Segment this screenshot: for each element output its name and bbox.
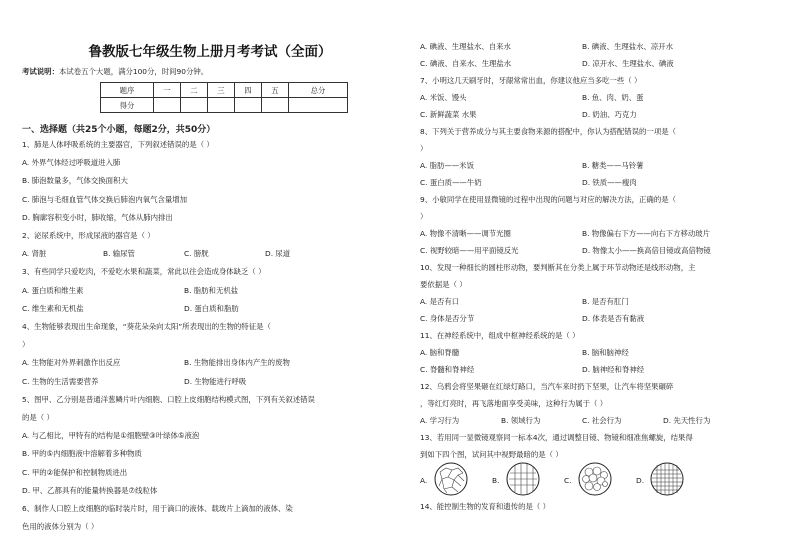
score-header-cell: 题序 [101,83,154,98]
question-line: 8、下列关于营养成分与其主要食物来源的搭配中，你认为搭配错误的一项是（ [420,127,676,136]
answer-option[interactable]: D. 物像太小——换高倍目镜或高倍物镜 [582,246,711,255]
cell-view-b-icon [506,462,540,496]
answer-option[interactable]: B. 鱼、肉、奶、蛋 [582,93,644,102]
answer-option[interactable]: A. 生物能对外界刺激作出反应 [22,358,121,368]
microscope-figure [420,462,720,496]
figure-option-label: D. [636,476,645,485]
question-line: B. 肺泡数量多，气体交换面积大 [22,176,128,186]
question-line: 的是（ ） [22,413,54,422]
exam-note [22,66,208,77]
answer-option[interactable]: C. 碘液、自来水、生理盐水 [420,59,512,68]
answer-option[interactable]: A. 物像不清晰——调节光圈 [420,229,511,238]
answer-option[interactable]: C. 维生素和无机盐 [22,303,84,313]
score-table-row [101,98,348,113]
answer-option[interactable]: C. 膀胱 [184,249,209,259]
score-cell[interactable] [235,98,262,113]
answer-option[interactable]: B. 生物能排出身体内产生的废物 [184,358,290,368]
answer-option[interactable]: B. 脑和脑神经 [582,348,629,357]
question-line: ，等红灯亮时，再飞落地面享受美味，这种行为属于（ ） [420,399,608,408]
answer-option[interactable]: D. 体表是否有黏液 [582,314,645,323]
score-cell[interactable] [289,98,348,113]
score-cell[interactable] [154,98,181,113]
question-line: C. 甲的②能保护和控制物质进出 [22,467,128,477]
question-line: ） [420,212,428,221]
answer-option[interactable]: B. 碘液、生理盐水、凉开水 [582,42,674,51]
answer-option[interactable]: C. 身体是否分节 [420,314,475,323]
score-table [100,82,348,113]
answer-option[interactable]: D. 尿道 [265,249,291,259]
cell-view-c-icon [578,462,612,496]
answer-option[interactable]: A. 蛋白质和维生素 [22,285,84,295]
score-cell[interactable] [208,98,235,113]
answer-option[interactable]: B. 是否有肛门 [582,297,629,306]
question-line: 5、图甲、乙分别是普通洋葱鳞片叶内细胞、口腔上皮细胞结构模式图，下列有关叙述错误 [22,394,315,404]
score-header-cell: 五 [262,83,289,98]
question-line: 2、泌尿系统中，形成尿液的器官是（ ） [22,231,155,240]
question-text: 14、能控制生物的发育和遗传的是（ ） [420,502,551,511]
question-line: D. 胸廓容积变小时，肺收缩，气体从肺内排出 [22,212,173,222]
answer-option[interactable]: C. 蛋白质——牛奶 [420,178,482,187]
question-line: 到如下四个图，试问其中视野最暗的是（ ） [420,450,563,459]
question-line: 11、在神经系统中，组成中枢神经系统的是（ ） [420,331,580,340]
question-line: ） [420,144,428,153]
question-line: 4、生物能够表现出生命现象，“葵花朵朵向太阳”所表现出的生物的特征是（ [22,322,271,331]
answer-option[interactable]: B. 物像偏右下方——向右下方移动玻片 [582,229,711,238]
question-line: 要依据是（ ） [420,280,467,289]
answer-option[interactable]: D. 生物能进行呼吸 [184,376,247,386]
question-line: 1、肺是人体呼吸系统的主要器官，下列叙述错误的是（ ） [22,140,214,149]
figure-option-label: B. [492,476,500,485]
answer-option[interactable]: A. 脂肪——米饭 [420,161,474,170]
score-row-label: 得分 [101,98,154,113]
score-header-cell: 总分 [289,83,348,98]
answer-option[interactable]: D. 脑神经和脊神经 [582,365,645,374]
question-line: 色用的液体分别为（ ） [22,522,99,532]
question-line: 3、有些同学只爱吃肉，不爱吃水果和蔬菜，常此以往会造成身体缺乏（ ） [22,267,266,277]
question-line: 10、发现一种细长的圆柱形动物，要判断其在分类上属于环节动物还是线形动物，主 [420,263,696,272]
figure-option-label: C. [564,476,572,485]
question-line: A. 外界气体经过呼吸道进入肺 [22,158,121,168]
answer-option[interactable]: A. 学习行为 [420,416,460,425]
answer-option[interactable]: B. 领域行为 [501,416,541,425]
question-line: B. 甲的⑤内细胞液中溶解着多种物质 [22,449,142,459]
answer-option[interactable]: B. 脂肪和无机盐 [184,285,239,295]
score-table-header-row [101,83,348,98]
answer-option[interactable]: D. 铁质——瘦肉 [582,178,637,187]
answer-option[interactable]: A. 肾脏 [22,249,47,259]
answer-option[interactable]: A. 米饭、馒头 [420,93,467,102]
question-line: 9、小敏同学在使用显微镜的过程中出现的问题与对应的解决方法，正确的是（ [420,195,676,204]
answer-option[interactable]: D. 先天性行为 [663,416,711,425]
cell-view-a-icon [434,462,468,496]
figure-option-label: A. [420,476,428,485]
question-line: 7、小明这几天刷牙时，牙龈常常出血，你建议他应当多吃一些（ ） [420,76,642,85]
section-title: 一、选择题（共25个小题，每题2分，共50分） [22,125,216,135]
answer-option[interactable]: A. 是否有口 [420,297,460,306]
question-line: C. 肺泡与毛细血管气体交换后肺泡内氧气含量增加 [22,194,188,204]
score-header-cell: 二 [181,83,208,98]
exam-note-label: 考试说明： [22,67,59,76]
cell-view-d-icon [650,462,684,496]
exam-note-text: 本试卷五个大题，满分100分，时间90分钟。 [58,67,209,76]
question-line: ） [22,340,30,350]
score-cell[interactable] [181,98,208,113]
score-header-cell: 一 [154,83,181,98]
score-header-cell: 四 [235,83,262,98]
answer-option[interactable]: A. 碘液、生理盐水、自来水 [420,42,511,51]
score-header-cell: 三 [208,83,235,98]
answer-option[interactable]: C. 社会行为 [582,416,622,425]
exam-title: 鲁教版七年级生物上册月考考试（全面） [88,44,332,60]
question-line: 12、乌鸦会将坚果砸在红绿灯路口，当汽车来时扔下坚果，让汽车将坚果碾碎 [420,382,674,391]
score-cell[interactable] [262,98,289,113]
answer-option[interactable]: B. 输尿管 [103,249,135,259]
question-line: 13、若用同一显微镜观察同一标本4次，通过调整目镜、物镜和细准焦螺旋，结果得 [420,433,693,442]
answer-option[interactable]: B. 糖类——马铃薯 [582,161,644,170]
answer-option[interactable]: C. 生物的生活需要营养 [22,376,99,386]
answer-option[interactable]: C. 脊髓和脊神经 [420,365,475,374]
question-line: D. 甲、乙都具有的能量转换器是⑦线粒体 [22,485,158,495]
answer-option[interactable]: D. 蛋白质和脂肪 [184,303,239,313]
answer-option[interactable]: A. 脑和脊髓 [420,348,460,357]
answer-option[interactable]: C. 视野较暗——用平面镜反光 [420,246,519,255]
answer-option[interactable]: C. 新鲜蔬菜 水果 [420,110,477,119]
question-line: 6、制作人口腔上皮细胞的临时装片时，用于滴口的液体、载玻片上滴加的液体、染 [22,504,293,513]
answer-option[interactable]: D. 凉开水、生理盐水、碘液 [582,59,674,68]
answer-option[interactable]: D. 奶油、巧克力 [582,110,637,119]
question-line: A. 与乙相比，甲特有的结构是①细胞壁③叶绿体⑤液泡 [22,431,200,441]
